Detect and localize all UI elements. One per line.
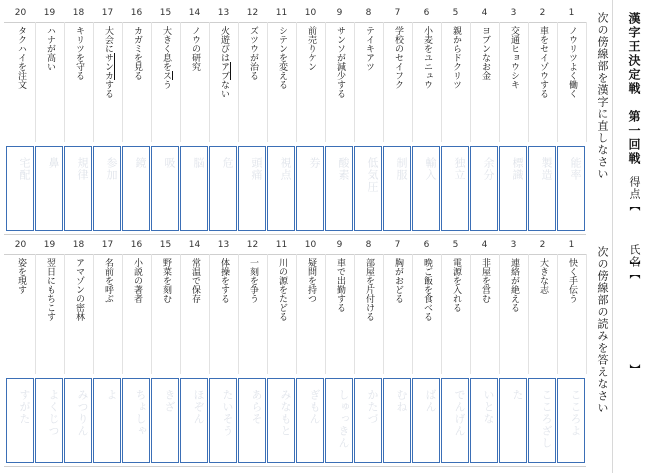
question-cell xyxy=(557,22,587,142)
question-number: 9 xyxy=(336,240,343,250)
question-text-pre: 川の源をたどる xyxy=(277,258,287,321)
question-number: 10 xyxy=(304,8,317,18)
question-text-pre: 大きく息を xyxy=(161,26,171,71)
question-text-pre: 非屋を営む xyxy=(480,258,490,303)
question-number: 19 xyxy=(43,8,56,18)
question-text-pre: 部屋を片付ける xyxy=(364,258,374,321)
question-text-pre: タクハイを注文 xyxy=(16,26,26,89)
answer-box[interactable] xyxy=(412,146,440,231)
question-text-pre: ズツウが治る xyxy=(248,26,258,80)
question-cell xyxy=(354,22,384,142)
answer-ghost-text: 能率 xyxy=(569,157,582,181)
answer-ghost-text: ばん xyxy=(424,389,437,413)
answer-ghost-text: みなもと xyxy=(279,389,292,437)
question-cell xyxy=(93,22,123,142)
question-text-pre: キリツを守る xyxy=(74,26,84,80)
question-cell xyxy=(6,22,36,142)
question-cell xyxy=(122,22,152,142)
answer-ghost-text: しゅっきん xyxy=(337,389,350,449)
question-number: 13 xyxy=(217,8,230,18)
answer-ghost-text: 鼻 xyxy=(47,157,60,169)
section-divider xyxy=(4,466,586,467)
answer-box[interactable] xyxy=(267,378,295,463)
question-text-pre: ハナが高い xyxy=(45,26,55,71)
section2-grid xyxy=(4,240,586,466)
question-text xyxy=(363,26,374,71)
answer-box[interactable] xyxy=(528,378,556,463)
question-text xyxy=(421,26,432,89)
question-text-pre: 晩ご飯を食べる xyxy=(422,258,432,321)
question-text-pre: 小説の著者 xyxy=(132,258,142,303)
answer-box[interactable] xyxy=(151,146,179,231)
question-cell xyxy=(180,254,210,374)
question-cell xyxy=(470,22,500,142)
answer-box[interactable] xyxy=(325,378,353,463)
answer-ghost-text: 吸 xyxy=(163,157,176,169)
question-text-pre: アマゾンの密林 xyxy=(74,258,84,321)
name-field[interactable]: 氏名【 】 xyxy=(628,244,641,376)
question-text-pre: 交通ヒョウシキ xyxy=(509,26,519,89)
question-number: 2 xyxy=(539,8,546,18)
question-number: 3 xyxy=(510,8,517,18)
answer-ghost-text: 低気圧 xyxy=(366,157,379,193)
question-text-pre: 親からドクリツ xyxy=(451,26,461,89)
question-text xyxy=(102,26,113,98)
question-number: 16 xyxy=(130,240,143,250)
question-number: 7 xyxy=(394,8,401,18)
question-text-pre: 車をセイゾウする xyxy=(538,26,548,98)
answer-box[interactable] xyxy=(557,378,585,463)
question-number: 15 xyxy=(159,8,172,18)
question-text xyxy=(305,258,316,303)
answer-ghost-text: よ xyxy=(105,389,118,401)
question-number: 11 xyxy=(275,240,288,250)
question-cell xyxy=(470,254,500,374)
question-text-pre: 前売りケン xyxy=(306,26,316,71)
answer-ghost-text: たいそう xyxy=(221,389,234,437)
question-number: 8 xyxy=(365,240,372,250)
page-title: 漢字王決定戦 第一回戦 xyxy=(627,12,641,166)
question-text-post: する xyxy=(103,80,113,98)
question-text-pre: 火遊びは xyxy=(219,26,229,62)
answer-ghost-text: ちょしゃ xyxy=(134,389,147,437)
answer-box[interactable] xyxy=(122,146,150,231)
answer-box[interactable] xyxy=(441,378,469,463)
question-text-pre: 小麦をユニュウ xyxy=(422,26,432,89)
question-text-pre: カガミを見る xyxy=(132,26,142,80)
question-number: 16 xyxy=(130,8,143,18)
answer-ghost-text: 独立 xyxy=(453,157,466,181)
question-text xyxy=(15,26,26,89)
answer-box[interactable] xyxy=(528,146,556,231)
answer-box[interactable] xyxy=(180,378,208,463)
question-number: 18 xyxy=(72,240,85,250)
question-text-post: ない xyxy=(219,80,229,98)
question-number: 19 xyxy=(43,240,56,250)
question-cell xyxy=(267,22,297,142)
question-cell xyxy=(209,22,239,142)
question-text xyxy=(73,258,84,321)
answer-box[interactable] xyxy=(412,378,440,463)
question-text xyxy=(392,258,403,303)
answer-box[interactable] xyxy=(267,146,295,231)
question-text-underlined: アブ xyxy=(219,62,229,80)
question-cell xyxy=(64,254,94,374)
question-cell xyxy=(383,22,413,142)
question-text xyxy=(247,26,258,80)
question-text-pre: 一刻を争う xyxy=(248,258,258,303)
question-text xyxy=(189,26,200,71)
question-cell xyxy=(151,22,181,142)
question-number: 13 xyxy=(217,240,230,250)
question-text xyxy=(218,258,229,303)
answer-ghost-text: あらそ xyxy=(250,389,263,425)
question-cell xyxy=(499,254,529,374)
answer-ghost-text: よくじつ xyxy=(47,389,60,437)
question-text-pre: 大きな志 xyxy=(538,258,548,294)
answer-box[interactable] xyxy=(470,146,498,231)
question-text-pre: 車で出勤する xyxy=(335,258,345,312)
answer-ghost-text: 危 xyxy=(221,157,234,169)
question-cell xyxy=(441,22,471,142)
question-text-pre: 野菜を刻む xyxy=(161,258,171,303)
question-text-pre: サンソが減少する xyxy=(335,26,345,98)
question-text-underlined: ス xyxy=(161,71,171,80)
question-cell xyxy=(296,22,326,142)
question-text-pre: 姿を現す xyxy=(16,258,26,294)
question-text-pre: 疑問を持つ xyxy=(306,258,316,303)
answer-ghost-text: 規律 xyxy=(76,157,89,181)
answer-ghost-text: 視点 xyxy=(279,157,292,181)
question-cell xyxy=(412,254,442,374)
answer-box[interactable] xyxy=(180,146,208,231)
question-text-pre: 電源を入れる xyxy=(451,258,461,312)
question-number: 18 xyxy=(72,8,85,18)
question-text-underlined: サンカ xyxy=(103,53,113,80)
question-cell xyxy=(441,254,471,374)
question-number: 6 xyxy=(423,8,430,18)
question-number: 2 xyxy=(539,240,546,250)
answer-ghost-text: 脳 xyxy=(192,157,205,169)
section1-grid xyxy=(4,8,586,234)
question-text xyxy=(479,26,490,80)
question-cell xyxy=(325,22,355,142)
question-number: 8 xyxy=(365,8,372,18)
question-text-pre: 常温で保存 xyxy=(190,258,200,303)
question-text-pre: ヨブンなお金 xyxy=(480,26,490,80)
question-text xyxy=(508,26,519,89)
answer-box[interactable] xyxy=(383,378,411,463)
section1-instruction: 次の傍線部を漢字に直しなさい xyxy=(596,12,609,180)
question-text xyxy=(537,258,548,294)
question-text-pre: 快く手伝う xyxy=(567,258,577,303)
question-number: 1 xyxy=(568,240,575,250)
question-text-pre: 名前を呼ぶ xyxy=(103,258,113,303)
question-number: 12 xyxy=(246,8,259,18)
question-cell xyxy=(267,254,297,374)
question-text xyxy=(15,258,26,294)
answer-box[interactable] xyxy=(6,146,34,231)
question-text-pre: ノウの研究 xyxy=(190,26,200,71)
question-text xyxy=(450,258,461,312)
answer-box[interactable] xyxy=(35,146,63,231)
question-number: 12 xyxy=(246,240,259,250)
question-text xyxy=(160,258,171,303)
question-text xyxy=(44,258,55,321)
question-text-pre: テイキアツ xyxy=(364,26,374,71)
answer-ghost-text: ぎもん xyxy=(308,389,321,425)
answer-box[interactable] xyxy=(296,378,324,463)
question-text xyxy=(508,258,519,312)
question-text-pre: 学校のセイフク xyxy=(393,26,403,89)
question-cell xyxy=(499,22,529,142)
question-text xyxy=(334,26,345,98)
question-cell xyxy=(35,22,65,142)
answer-box[interactable] xyxy=(35,378,63,463)
question-number: 15 xyxy=(159,240,172,250)
answer-ghost-text: 標識 xyxy=(511,157,524,181)
question-number: 11 xyxy=(275,8,288,18)
question-number: 5 xyxy=(452,240,459,250)
question-cell xyxy=(238,254,268,374)
question-text-pre: 翌日にもちこす xyxy=(45,258,55,321)
answer-box[interactable] xyxy=(209,146,237,231)
question-number: 4 xyxy=(481,240,488,250)
question-text xyxy=(189,258,200,303)
question-cell xyxy=(354,254,384,374)
question-cell xyxy=(528,22,558,142)
question-number: 1 xyxy=(568,8,575,18)
answer-ghost-text: 鏡 xyxy=(134,157,147,169)
section2-number-row xyxy=(4,240,586,255)
question-number: 6 xyxy=(423,240,430,250)
answer-ghost-text: きざ xyxy=(163,389,176,413)
question-cell xyxy=(35,254,65,374)
question-number: 10 xyxy=(304,240,317,250)
question-text xyxy=(276,258,287,321)
question-cell xyxy=(296,254,326,374)
answer-ghost-text: でんげん xyxy=(453,389,466,437)
question-number: 20 xyxy=(14,8,27,18)
question-text xyxy=(421,258,432,321)
answer-box[interactable] xyxy=(122,378,150,463)
question-number: 14 xyxy=(188,240,201,250)
question-number: 17 xyxy=(101,8,114,18)
answer-ghost-text: 製造 xyxy=(540,157,553,181)
question-text xyxy=(247,258,258,303)
answer-ghost-text: 宅配 xyxy=(18,157,31,181)
question-text xyxy=(566,258,577,303)
answer-ghost-text: 券 xyxy=(308,157,321,169)
answer-box[interactable] xyxy=(238,378,266,463)
question-text xyxy=(160,26,171,89)
question-number: 4 xyxy=(481,8,488,18)
answer-ghost-text: 酸素 xyxy=(337,157,350,181)
answer-box[interactable] xyxy=(441,146,469,231)
section2-instruction: 次の傍線部の読みを答えなさい xyxy=(596,246,609,414)
question-text xyxy=(566,26,577,98)
question-text xyxy=(450,26,461,89)
question-text xyxy=(334,258,345,312)
answer-box[interactable] xyxy=(354,146,382,231)
question-cell xyxy=(557,254,587,374)
question-text xyxy=(218,26,229,98)
answer-box[interactable] xyxy=(499,146,527,231)
question-text xyxy=(305,26,316,71)
question-text-pre: ノウリツよく働く xyxy=(567,26,577,98)
answer-ghost-text: いとな xyxy=(482,389,495,425)
question-text xyxy=(479,258,490,303)
question-cell xyxy=(180,22,210,142)
answer-box[interactable] xyxy=(557,146,585,231)
answer-box[interactable] xyxy=(6,378,34,463)
answer-ghost-text: こころよ xyxy=(569,389,582,437)
question-text xyxy=(102,258,113,303)
answer-box[interactable] xyxy=(470,378,498,463)
answer-box[interactable] xyxy=(238,146,266,231)
answer-ghost-text: むね xyxy=(395,389,408,413)
answer-ghost-text: ほぞん xyxy=(192,389,205,425)
question-number: 3 xyxy=(510,240,517,250)
question-text-pre: シテンを変える xyxy=(277,26,287,89)
question-cell xyxy=(64,22,94,142)
answer-box[interactable] xyxy=(499,378,527,463)
question-cell xyxy=(383,254,413,374)
score-field[interactable]: 得点【 】 xyxy=(628,176,641,272)
answer-ghost-text: 制服 xyxy=(395,157,408,181)
answer-ghost-text: こころざし xyxy=(540,389,553,449)
answer-box[interactable] xyxy=(383,146,411,231)
question-cell xyxy=(151,254,181,374)
answer-ghost-text: 頭痛 xyxy=(250,157,263,181)
question-text xyxy=(131,258,142,303)
question-text xyxy=(276,26,287,89)
question-number: 7 xyxy=(394,240,401,250)
question-cell xyxy=(6,254,36,374)
question-cell xyxy=(238,22,268,142)
answer-box[interactable] xyxy=(151,378,179,463)
question-text-pre: 連絡が絶える xyxy=(509,258,519,312)
question-text xyxy=(131,26,142,80)
question-number: 14 xyxy=(188,8,201,18)
answer-box[interactable] xyxy=(296,146,324,231)
question-text xyxy=(73,26,84,80)
answer-ghost-text: 輸入 xyxy=(424,157,437,181)
question-text-pre: 胸がおどる xyxy=(393,258,403,303)
question-number: 17 xyxy=(101,240,114,250)
answer-box[interactable] xyxy=(93,146,121,231)
question-cell xyxy=(325,254,355,374)
answer-box[interactable] xyxy=(209,378,237,463)
question-text xyxy=(363,258,374,321)
answer-ghost-text: すがた xyxy=(18,389,31,425)
section1-number-row xyxy=(4,8,586,23)
question-cell xyxy=(209,254,239,374)
answer-ghost-text: た xyxy=(511,389,524,401)
answer-box[interactable] xyxy=(354,378,382,463)
answer-box[interactable] xyxy=(64,146,92,231)
answer-box[interactable] xyxy=(325,146,353,231)
question-number: 5 xyxy=(452,8,459,18)
question-text-post: う xyxy=(161,80,171,89)
section-divider xyxy=(4,234,586,235)
question-number: 9 xyxy=(336,8,343,18)
question-text xyxy=(392,26,403,89)
question-text-pre: 体操をする xyxy=(219,258,229,303)
question-cell xyxy=(122,254,152,374)
question-cell xyxy=(528,254,558,374)
question-number: 20 xyxy=(14,240,27,250)
question-cell xyxy=(412,22,442,142)
answer-ghost-text: かたづ xyxy=(366,389,379,425)
answer-ghost-text: みつりん xyxy=(76,389,89,437)
question-text xyxy=(44,26,55,71)
answer-ghost-text: 参加 xyxy=(105,157,118,181)
answer-ghost-text: 余分 xyxy=(482,157,495,181)
question-cell xyxy=(93,254,123,374)
question-text-pre: 大会に xyxy=(103,26,113,53)
question-text xyxy=(537,26,548,98)
answer-box[interactable] xyxy=(93,378,121,463)
answer-box[interactable] xyxy=(64,378,92,463)
